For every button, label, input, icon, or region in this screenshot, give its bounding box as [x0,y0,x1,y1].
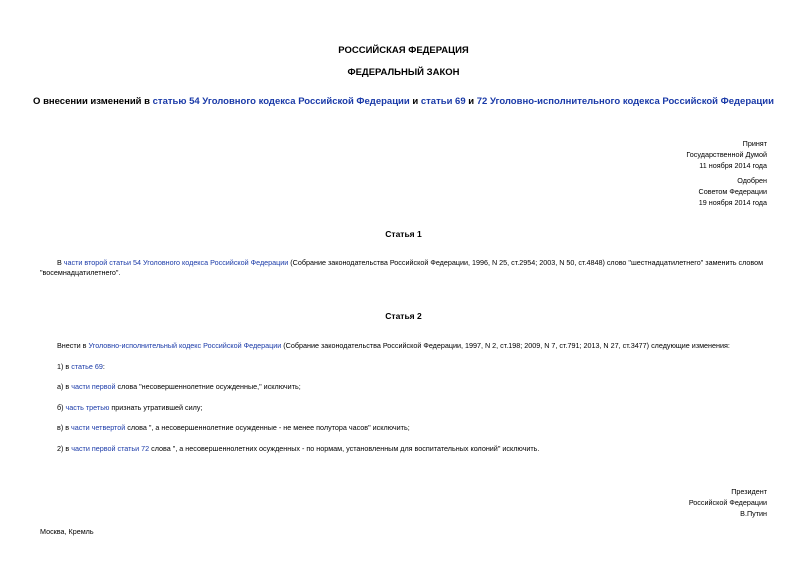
item-2-text-1: 2) в [57,444,72,453]
title-text-3: и [465,96,477,107]
approved-block [699,175,767,208]
item-c-text-2: слова ", а несовершеннолетние осужденные - не менее полутора часов" исключить; [125,423,410,432]
law-type-heading: ФЕДЕРАЛЬНЫЙ ЗАКОН [347,67,460,78]
item-c-link[interactable]: части четвертой [71,423,126,432]
item-c-text-1: в) в [57,423,72,432]
article-2-item-c [40,423,770,433]
signature-org: Российской Федерации [688,498,767,507]
item-b-text-2: признать утратившей силу; [109,403,203,412]
title-link-article-54[interactable]: статью 54 Уголовного кодекса Российской Федерации [152,96,410,107]
item-1-link[interactable]: статье 69 [71,362,103,371]
signature-name: В.Путин [740,509,767,518]
law-title [0,96,807,107]
approved-body: Советом Федерации [698,187,767,196]
article-1-text-1: В [57,258,64,267]
signing-place: Москва, Кремль [40,527,94,536]
item-b-text-1: б) [57,403,66,412]
article-2-item-a [40,382,770,392]
item-a-text-1: а) в [57,382,72,391]
item-2-text-2: слова ", а несовершеннолетних осужденных - по нормам, установленным для воспитательных колоний" исключить. [149,444,540,453]
article-1-heading: Статья 1 [385,229,422,239]
item-1-text-1: 1) в [57,362,72,371]
article-1-text [40,258,770,278]
signature-title: Президент [731,487,767,496]
article-2-intro-text-2: (Собрание законодательства Российской Федерации, 1997, N 2, ст.198; 2009, N 7, ст.791; 2013, N 27, ст.3477) следующие изменения: [281,341,730,350]
item-1-text-2: : [102,362,105,371]
title-link-article-72[interactable]: 72 Уголовно-исполнительного кодекса Российской Федерации [476,96,774,107]
article-2-item-2 [40,444,770,454]
approved-line: Одобрен [737,176,767,185]
article-2-intro-link[interactable]: Уголовно-исполнительный кодекс Российской Федерации [88,341,282,350]
item-b-link[interactable]: часть третью [65,403,110,412]
adopted-block [686,138,767,171]
title-link-article-69[interactable]: статьи 69 [420,96,466,107]
item-2-link[interactable]: части первой статьи 72 [71,444,150,453]
article-1-text-2: (Собрание законодательства Российской Федерации, 1996, N 25, ст.2954; 2003, N 50, ст.4848) слово "шестнадцатилетнего" заменить словом "восемнадцатилетнего". [40,258,764,277]
article-2-intro [40,341,770,351]
article-2-item-1 [40,362,770,372]
country-heading: РОССИЙСКАЯ ФЕДЕРАЦИЯ [338,45,469,56]
approved-date: 19 ноября 2014 года [698,198,767,207]
article-2-intro-text-1: Внести в [57,341,89,350]
item-a-link[interactable]: части первой [71,382,116,391]
title-text-2: и [409,96,421,107]
article-2-heading: Статья 2 [385,311,422,321]
signature-block [689,486,767,519]
adopted-date: 11 ноября 2014 года [699,161,767,170]
adopted-body: Государственной Думой [686,150,767,159]
adopted-line: Принят [742,139,767,148]
article-2-item-b [40,403,770,413]
title-text-1: О внесении изменений в [33,96,153,107]
article-1-link[interactable]: части второй статьи 54 Уголовного кодекса Российской Федерации [63,258,289,267]
item-a-text-2: слова "несовершеннолетние осужденные," исключить; [115,382,301,391]
